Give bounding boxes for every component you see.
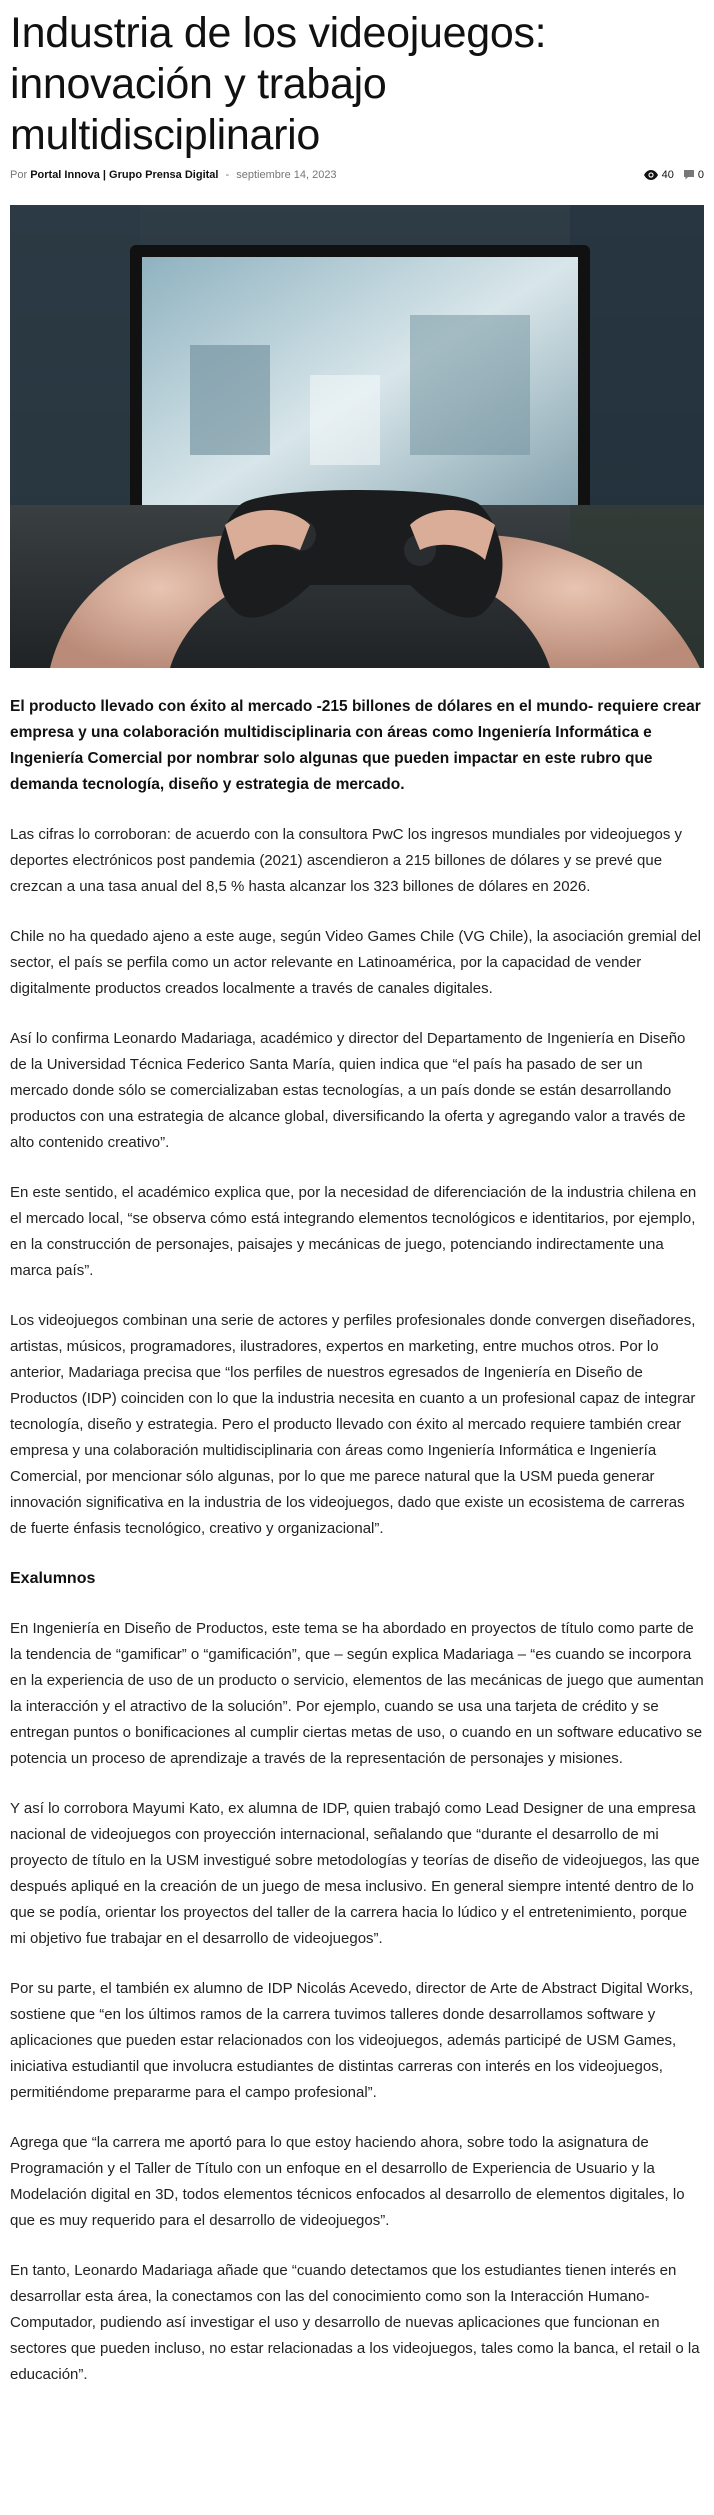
hero-image	[10, 205, 704, 668]
comments-value: 0	[697, 169, 704, 181]
meta-separator: -	[225, 169, 230, 181]
publish-date: septiembre 14, 2023	[236, 169, 337, 181]
paragraph: Los videojuegos combinan una serie de actores y perfiles profesionales donde convergen diseñadores, artistas, músicos, programadores, ilustradores, expertos en marketing, entre muchos otros. Por lo anterior, Madariaga precisa que “los perfiles de nuestros egresados de Ingeniería en Diseño de Productos (IDP) coinciden con lo que la industria necesita en cuanto a un profesional capaz de integrar tecnología, diseño y estrategia. Pero el producto llevado con éxito al mercado requiere también crear empresa y una colaboración multidisciplinaria con áreas como Ingeniería Informática e Ingeniería Comercial, por mencionar sólo algunas, por lo que me parece natural que la USM pueda generar innovación significativa en la industria de los videojuegos, dado que existe un ecosistema de carreras de fuerte énfasis tecnológico, creativo y organizacional”.	[10, 1312, 696, 1537]
views-value: 40	[661, 169, 674, 181]
paragraph: Las cifras lo corroboran: de acuerdo con la consultora PwC los ingresos mundiales por videojuegos y deportes electrónicos post pandemia (2021) ascendieron a 215 billones de dólares y se prevé que crezcan a una tasa anual del 8,5 % hasta alcanzar los 323 billones de dólares en 2026.	[10, 826, 683, 895]
section-heading: Exalumnos	[10, 1570, 96, 1587]
comment-icon	[684, 170, 694, 180]
paragraph: Chile no ha quedado ajeno a este auge, según Video Games Chile (VG Chile), la asociación gremial del sector, el país se perfila como un actor relevante en Latinoamérica, por la capacidad de vender digitalmente productos creados localmente a través de canales digitales.	[10, 928, 701, 997]
paragraph: En este sentido, el académico explica que, por la necesidad de diferenciación de la industria chilena en el mercado local, “se observa cómo está integrando elementos tecnológicos e identitarios, por ejemplo, en la construcción de personajes, paisajes y mecánicas de juego, potenciando indirectamente una marca país”.	[10, 1184, 697, 1279]
article-title: Industria de los videojuegos: innovación y trabajo multidisciplinario	[10, 9, 547, 159]
paragraph: Y así lo corrobora Mayumi Kato, ex alumna de IDP, quien trabajó como Lead Designer de una empresa nacional de videojuegos con proyección internacional, señalando que “durante el desarrollo de mi proyecto de título en la USM investigué sobre metodologías y teorías de diseño de videojuegos, las que después apliqué en la creación de un juego de mesa inclusivo. En general siempre intenté dentro de lo que se podía, orientar los proyectos del taller de la carrera hacia lo lúdico y el entretenimiento, porque mi objetivo fue trabajar en el desarrollo de videojuegos”.	[10, 1800, 700, 1947]
article-body	[10, 694, 704, 2388]
author-link[interactable]: Portal Innova | Grupo Prensa Digital	[30, 169, 219, 181]
paragraph: Por su parte, el también ex alumno de IDP Nicolás Acevedo, director de Arte de Abstract Digital Works, sostiene que “en los últimos ramos de la carrera tuvimos talleres donde desarrollamos software y aplicaciones que pueden estar relacionados con los videojuegos, además participé de USM Games, iniciativa estudiantil que involucra estudiantes de distintas carreras con interés en los videojuegos, permitiéndome prepararme para el campo profesional”.	[10, 1980, 694, 2101]
gamer-controller-photo	[10, 205, 704, 668]
eye-icon	[644, 170, 658, 180]
paragraph: Agrega que “la carrera me aportó para lo que estoy haciendo ahora, sobre todo la asignatura de Programación y el Taller de Título con un enfoque en el desarrollo de Experiencia de Usuario y la Modelación digital en 3D, todos elementos técnicos enfocados al desarrollo de elementos digitales, lo que es muy requerido para el desarrollo de videojuegos”.	[10, 2134, 685, 2229]
paragraph: En Ingeniería en Diseño de Productos, este tema se ha abordado en proyectos de título como parte de la tendencia de “gamificar” o “gamificación”, que – según explica Madariaga – “es cuando se incorpora en la experiencia de uso de un producto o servicio, elementos de las mecánicas de juego que aumentan la interacción y el atractivo de la solución”. Por ejemplo, cuando se usa una tarjeta de crédito y se entregan puntos o bonificaciones al cumplir ciertas metas de uso, o cuando en un software educativo se potencia un proceso de aprendizaje a través de la representación de personajes y misiones.	[10, 1620, 704, 1767]
article-lead: El producto llevado con éxito al mercado -215 billones de dólares en el mundo- requiere crear empresa y una colaboración multidisciplinaria con áreas como Ingeniería Informática e Ingeniería Comercial por nombrar solo algunas que pueden impactar en este rubro que demanda tecnología, diseño y estrategia de mercado.	[10, 698, 701, 793]
paragraph: Así lo confirma Leonardo Madariaga, académico y director del Departamento de Ingeniería en Diseño de la Universidad Técnica Federico Santa María, quien indica que “el país ha pasado de ser un mercado donde sólo se comercializaban estas tecnologías, a un país donde se están desarrollando productos con una estrategia de alcance global, diversificando la oferta y agregando valor a través de alto contenido creativo”.	[10, 1030, 686, 1151]
views-count	[644, 169, 674, 181]
article-stats	[644, 169, 704, 181]
byline-prefix: Por	[10, 169, 28, 181]
comments-link[interactable]	[684, 169, 704, 181]
paragraph: En tanto, Leonardo Madariaga añade que “cuando detectamos que los estudiantes tienen interés en desarrollar esta área, la conectamos con las del conocimiento como son la Interacción Humano-Computador, pudiendo así investigar el uso y desarrollo de nuevas aplicaciones que funcionan en sectores que pueden incluso, no estar relacionadas a los videojuegos, tales como la banca, el retail o la educación”.	[10, 2262, 700, 2383]
article-meta	[10, 169, 704, 187]
